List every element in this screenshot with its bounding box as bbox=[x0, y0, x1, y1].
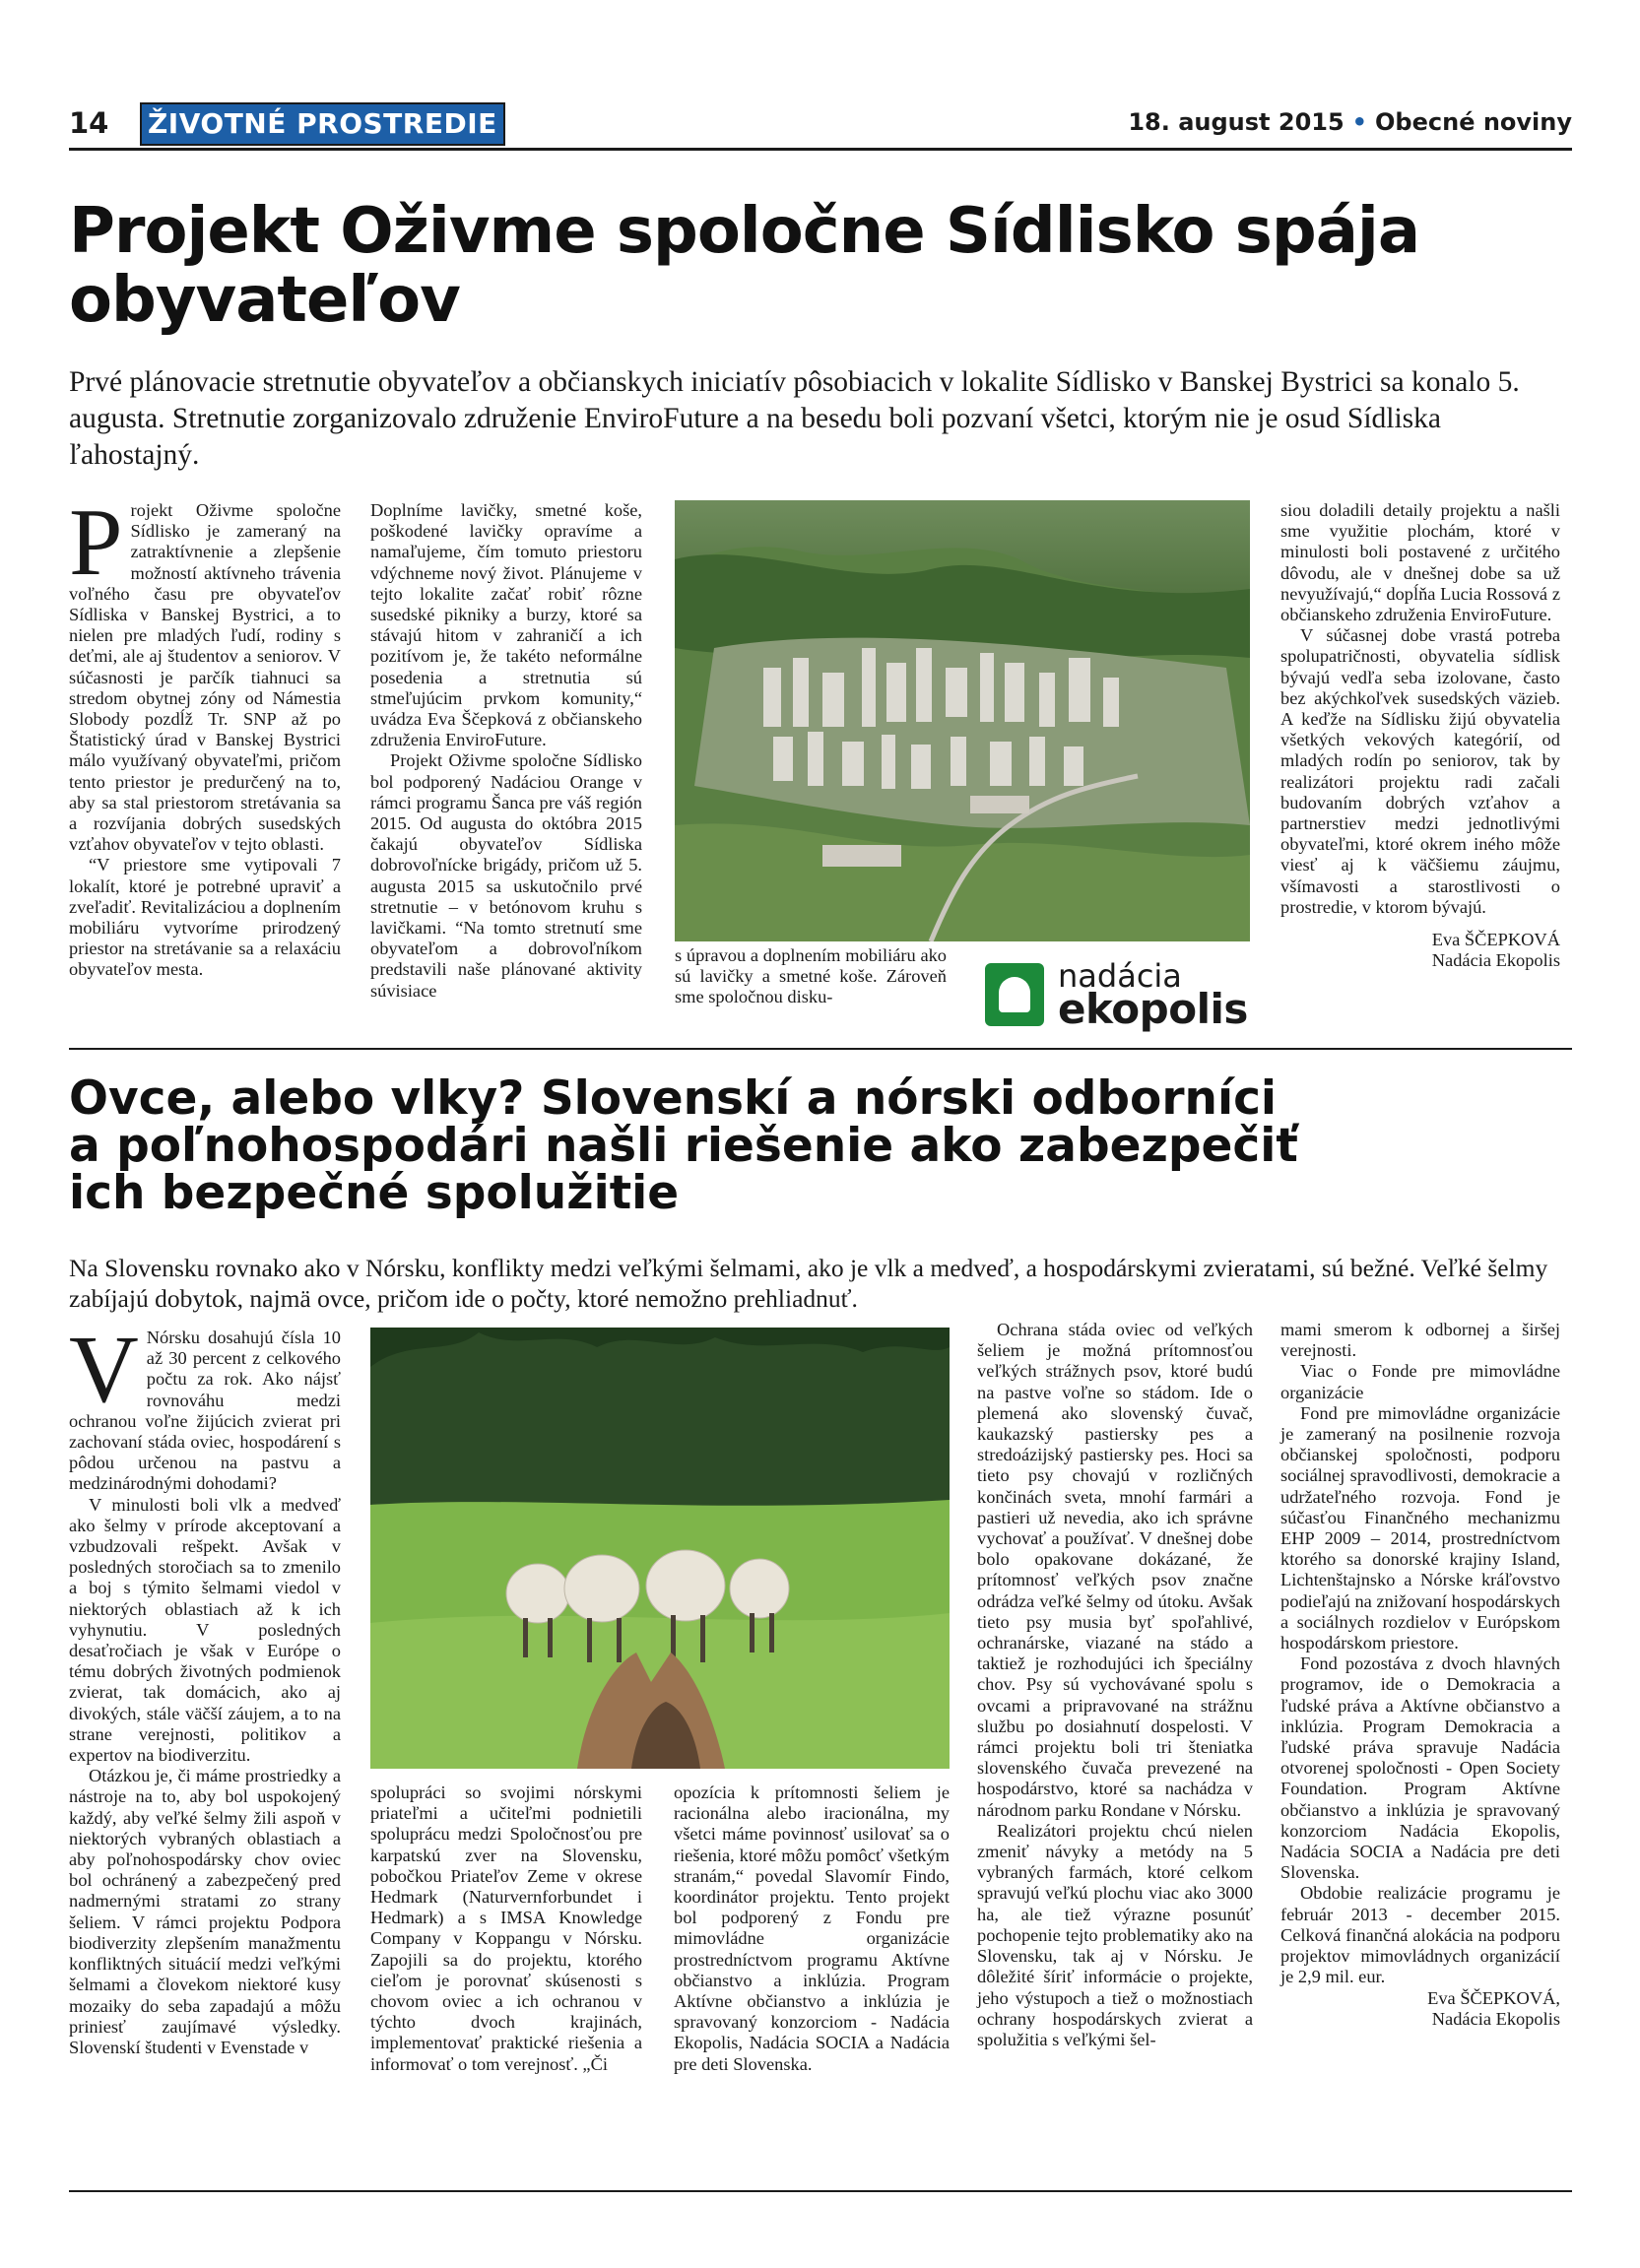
author-organization: Nadácia Ekopolis bbox=[1431, 2008, 1560, 2029]
paragraph: Doplníme lavičky, smetné koše, poškodené lavičky opravíme a namaľujeme, čím tomuto priestoru vdýchneme nový život. Plánujeme v tejto lokalite začať robiť rôzne susedské pikniky a burzy, ktoré sa stávajú hitom v zahraničí a ich pozitívom je, že takéto neformálne posedenia a stretnutia sú stmeľujúcim prvkom komunity,“ uvádza Eva Ščepková z občianskeho združenia EnviroFuture. bbox=[370, 500, 642, 750]
article2-column-5 bbox=[1280, 1320, 1560, 2030]
article2-column-3 bbox=[674, 1782, 950, 2075]
article1-lead: Prvé plánovacie stretnutie obyvateľov a občianskych iniciatív pôsobiacich v lokalite Sídlisko v Banskej Bystrici sa konalo 5. augusta. Stretnutie zorganizovalo združenie EnviroFuture a na besedu boli pozvaní všetci, ktorým nie je osud Sídliska ľahostajný. bbox=[69, 366, 1520, 471]
paragraph: Fond pozostáva z dvoch hlavných programov, ide o Demokracia a ľudské práva a Aktívne občianstvo a inklúzia. Program Demokracia a ľudské práva spravuje Nadácia otvorenej spoločnosti - Open Society Foundation. Program Aktívne občianstvo a inklúzia je spravovaný konzorciom Nadácia Ekopolis, Nadácia SOCIA a Nadácia pre deti Slovenska. bbox=[1280, 1653, 1560, 1883]
ekopolis-logo bbox=[985, 957, 1261, 1033]
issue-info bbox=[1128, 108, 1572, 136]
paragraph: “V priestore sme vytipovali 7 lokalít, ktoré je potrebné upraviť a zveľadiť. Revitalizáciou a doplnením mobiliáru vytvoríme prirodzený priestor na stretávanie sa a relaxáciu obyvateľov mesta. bbox=[69, 855, 341, 980]
article1-column-4 bbox=[1280, 500, 1560, 971]
issue-date: 18. august 2015 bbox=[1128, 108, 1345, 136]
article2-column-2 bbox=[370, 1782, 642, 2075]
article1-column-1 bbox=[69, 489, 341, 981]
author-name: Eva ŠČEPKOVÁ, bbox=[1427, 1987, 1560, 2008]
author-organization: Nadácia Ekopolis bbox=[1431, 950, 1560, 971]
publication-name: Obecné noviny bbox=[1375, 108, 1572, 136]
paragraph: V súčasnej dobe vrastá potreba spolupatričnosti, obyvatelia sídlisk bývajú vedľa seba izolovane, často bez akýchkoľvek susedských väzieb. A keďže na Sídlisku žijú obyvatelia všetkých vekových kategórií, od mladých rodín po seniorov, tak by realizátori projektu radi začali budovaním dobrých vzťahov a partnerstiev medzi jednotlivými obyvateľmi, ktoré okrem iného môže viesť aj k väčšiemu záujmu, všímavosti a starostlivosti o prostredie, v ktorom bývajú. bbox=[1280, 625, 1560, 917]
paragraph: s úpravou a doplnením mobiliáru ako sú lavičky a smetné koše. Zároveň sme spoločnou disku- bbox=[675, 945, 947, 1007]
ekopolis-logo-icon bbox=[985, 963, 1044, 1026]
article2-headline bbox=[69, 1071, 1586, 1220]
article2-column-4 bbox=[977, 1320, 1253, 2050]
page-number: 14 bbox=[69, 106, 109, 140]
paragraph: Obdobie realizácie programu je február 2013 - december 2015. Celková finančná alokácia na podporu projektov mimovládnych organizácií je 2,9 mil. eur. bbox=[1280, 1883, 1560, 1987]
article1-column-2 bbox=[370, 500, 642, 1002]
paragraph: opozícia k prítomnosti šeliem je racionálna alebo iracionálna, my všetci máme povinnosť usilovať sa o riešenia, ktoré môžu pomôcť všetkým stranám,“ povedal Slavomír Findo, koordinátor projektu. Tento projekt bol podporený z Fondu pre mimovládne organizácie prostredníctvom programu Aktívne občianstvo a inklúzia. Program Aktívne občianstvo a inklúzia je spravovaný konzorciom - Nadácia Ekopolis, Nadácia SOCIA a Nadácia pre deti Slovenska. bbox=[674, 1782, 950, 2074]
paragraph: Otázkou je, či máme prostriedky a nástroje na to, aby bol uspokojený každý, aby veľké šelmy žili aspoň v niektorých vybraných oblastiach a aby poľnohospodársky chov oviec bol ochránený a zabezpečený pred nadmernými stratami zo strany šeliem. V rámci projektu Podpora biodiverzity zlepšením manažmentu konfliktných situácií medzi veľkými šelmami a človekom niektoré kusy mozaiky do seba zapadajú a môžu priniesť zaujímavé výsledky. Slovenskí študenti v Evenstade v bbox=[69, 1766, 341, 2057]
article1-column-3 bbox=[675, 945, 947, 1008]
article1-headline: Projekt Oživme spoločne Sídlisko spája obyvateľov bbox=[69, 195, 1419, 337]
headline-line: a poľnohospodári našli riešenie ako zabezpečiť bbox=[69, 1119, 1298, 1173]
logo-text-line1: nadácia bbox=[1058, 957, 1182, 995]
author-name: Eva ŠČEPKOVÁ bbox=[1431, 930, 1560, 950]
article-divider bbox=[69, 1048, 1572, 1050]
article2-column-1 bbox=[69, 1317, 341, 2058]
logo-text-line2: ekopolis bbox=[1058, 985, 1248, 1033]
paragraph: spolupráci so svojimi nórskymi priateľmi a učiteľmi podnietili spoluprácu medzi Spoločnosťou pre karpatskú zver na Slovensku, pobočkou Priateľov Zeme v okrese Hedmark (Naturvernforbundet i Hedmark) a s IMSA Knowledge Company v Koppangu v Nórsku. Zapojili sa do projektu, ktorého cieľom je porovnať skúsenosti s chovom oviec a ich ochranou v týchto dvoch krajinách, implementovať praktické riešenia a informovať o tom verejnosť. „Či bbox=[370, 1782, 642, 2074]
headline-line: Ovce, alebo vlky? Slovenskí a nórski odborníci bbox=[69, 1071, 1278, 1126]
section-label: ŽIVOTNÉ PROSTREDIE bbox=[140, 102, 505, 146]
paragraph: V minulosti boli vlk a medveď ako šelmy v prírode akceptovaní a vzbudzovali rešpekt. Avšak v posledných storočiach sa to zmenilo a boj s týmito šelmami viedol v niektorých oblastiach až k ich vyhynutiu. V posledných desaťročiach je však v Európe o tému dobrých životných podmienok zvierat, tak domácich, ako aj divokých, stále väčší záujem, a to na strane verejnosti, politikov a expertov na biodiverzitu. bbox=[69, 1494, 341, 1766]
bullet-separator: • bbox=[1351, 108, 1368, 136]
dropcap: P bbox=[69, 489, 123, 596]
paragraph: Viac o Fonde pre mimovládne organizácie bbox=[1280, 1361, 1560, 1402]
sheep-and-dog-photo bbox=[370, 1328, 950, 1769]
paragraph: Nórsku dosahujú čísla 10 až 30 percent z celkového počtu za rok. Ako nájsť rovnováhu medzi ochranou voľne žijúcich zvierat pri zachovaní stáda oviec, hospodárení s pôdou určenou na pastvu a medzinárodnými dohodami? bbox=[69, 1328, 341, 1494]
headline-line: ich bezpečné spolužitie bbox=[69, 1166, 680, 1220]
footer-rule bbox=[69, 2190, 1572, 2192]
article2-lead: Na Slovensku rovnako ako v Nórsku, konflikty medzi veľkými šelmami, ako je vlk a medveď, a hospodárskymi zvieratami, sú bežné. Veľké šelmy zabíjajú dobytok, najmä ovce, pričom ide o počty, ktoré nemožno prehliadnuť. bbox=[69, 1254, 1548, 1313]
paragraph: Realizátori projektu chcú nielen zmeniť návyky a metódy na 5 vybraných farmách, ktoré celkom spravujú veľkú plochu viac ako 3000 ha, ale tiež výrazne posunúť pochopenie tejto problematiky ako na Slovensku, tak aj v Nórsku. Je dôležité šíriť informácie o projekte, jeho výstupoch a tiež o možnostiach ochrany hospodárskych zvierat a spolužitia s veľkými šel- bbox=[977, 1820, 1253, 2049]
aerial-photo-illustration bbox=[675, 500, 1250, 941]
dropcap: V bbox=[69, 1317, 139, 1423]
aerial-housing-estate-photo bbox=[675, 500, 1250, 941]
sheep-photo-illustration bbox=[370, 1328, 950, 1769]
paragraph: rojekt Oživme spoločne Sídlisko je zameraný na zatraktívnenie a zlepšenie možností aktívneho trávenia voľného času pre obyvateľov Sídliska v Banskej Bystrici, a to nielen pre mladých ľudí, rodiny s deťmi, ale aj študentov a seniorov. V súčasnosti je parčík tiahnuci sa stredom obytnej zóny od Námestia Slobody pozdĺž Tr. SNP až po Štatistický úrad v Banskej Bystrici málo využívaný obyvateľmi, pričom tento priestor je predurčený na to, aby sa stal priestorom stretávania sa a rozvíjania dobrých susedských vzťahov obyvateľov v tejto oblasti. bbox=[69, 500, 341, 855]
paragraph: Ochrana stáda oviec od veľkých šeliem je možná prítomnosťou veľkých strážnych psov, ktoré budú na pastve voľne so stádom. Ide o plemená ako slovenský čuvač, kaukazský pastiersky pes a stredoázijský pastiersky pes. Hoci sa tieto psy chovajú v rozličných končinách sveta, mnohí farmári a pastieri už nevedia, ako ich správne vychovať a používať. V dnešnej dobe bolo opakovane dokázané, že prítomnosť veľkých psov značne odrádza veľké šelmy od útoku. Avšak tieto psy musia byť spoľahlivé, ochranárske, viazané na stádo a taktiež je rozhodujúci ich špeciálny chov. Psy sú vychovávané spolu s ovcami a pripravované na strážnu službu po dosiahnutí dospelosti. V rámci projektu boli tri šteniatka slovenského čuvača prevezené na hospodárstvo, ktoré sa nachádza v národnom parku Rondane v Nórsku. bbox=[977, 1320, 1253, 1820]
paragraph: Fond pre mimovládne organizácie je zameraný na posilnenie rozvoja občianskej spoločnosti, podporu sociálnej spravodlivosti, demokracie a udržateľného rozvoja. Fond je súčasťou Finančného mechanizmu EHP 2009 – 2014, prostredníctvom ktorého sa donorské krajiny Island, Lichtenštajnsko a Nórske kráľovstvo podieľajú na znižovaní hospodárskych a sociálnych rozdielov v Európskom hospodárskom priestore. bbox=[1280, 1402, 1560, 1653]
paragraph: mami smerom k odbornej a širšej verejnosti. bbox=[1280, 1320, 1560, 1361]
header-rule bbox=[69, 148, 1572, 151]
paragraph: Projekt Oživme spoločne Sídlisko bol podporený Nadáciou Orange v rámci programu Šanca pre váš región 2015. Od augusta do októbra 2015 čakajú obyvateľov Sídliska dobrovoľnícke brigády, pričom už 5. augusta 2015 sa uskutočnilo prvé stretnutie – v betónovom kruhu s lavičkami. “Na tomto stretnutí sme obyvateľom a dobrovoľníkom predstavili naše plánované aktivity súvisiace bbox=[370, 750, 642, 1001]
paragraph: siou doladili detaily projektu a našli sme využitie plochám, ktoré v minulosti boli postavené z určitého dôvodu, ale v dnešnej dobe sa už nevyužívajú,“ dopĺňa Lucia Rossová z občianskeho združenia EnviroFuture. bbox=[1280, 500, 1560, 625]
page-header bbox=[69, 102, 1572, 146]
